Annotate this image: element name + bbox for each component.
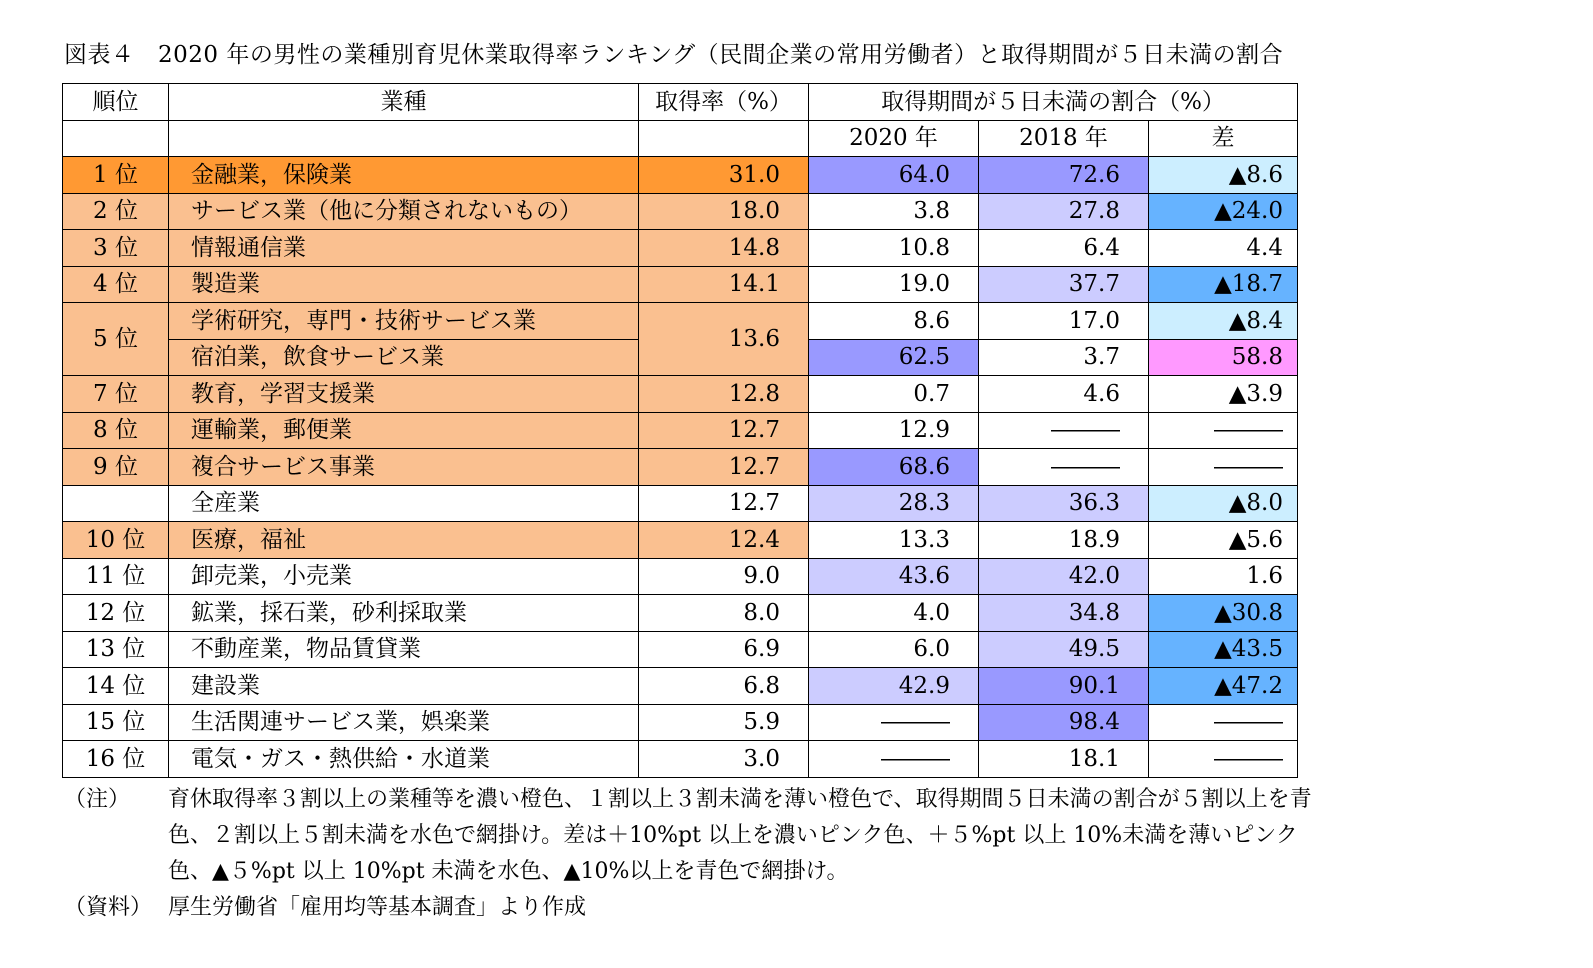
table-row	[63, 595, 1298, 632]
share-2018-cell: 36.3	[979, 485, 1149, 522]
industry-cell: 卸売業，小売業	[169, 558, 639, 595]
rate-cell: 13.6	[639, 303, 809, 376]
rate-cell: 6.9	[639, 631, 809, 668]
diff-cell: ▲5.6	[1149, 522, 1298, 559]
share-2018-cell: 49.5	[979, 631, 1149, 668]
diff-cell: ▲8.6	[1149, 157, 1298, 194]
subheader-row	[63, 120, 1298, 157]
share-2018-cell: 17.0	[979, 303, 1149, 340]
rank-cell: 8 位	[63, 412, 169, 449]
rate-cell: 3.0	[639, 741, 809, 778]
share-2018-cell: 3.7	[979, 339, 1149, 376]
table-row	[63, 412, 1298, 449]
source-text: 厚生労働省「雇用均等基本調査」より作成	[168, 895, 587, 920]
table-row	[63, 485, 1298, 522]
industry-cell: 学術研究，専門・技術サービス業	[169, 303, 639, 340]
rank-cell: 1 位	[63, 157, 169, 194]
table-row	[63, 449, 1298, 486]
share-2020-cell: 6.0	[809, 631, 979, 668]
share-2020-cell: 64.0	[809, 157, 979, 194]
diff-cell: 58.8	[1149, 339, 1298, 376]
share-2020-cell: 4.0	[809, 595, 979, 632]
ranking-table	[62, 83, 1298, 778]
diff-cell: ▲18.7	[1149, 266, 1298, 303]
industry-cell: 建設業	[169, 668, 639, 705]
diff-cell: ▲3.9	[1149, 376, 1298, 413]
header-2020: 2020 年	[809, 120, 979, 157]
share-2018-cell: ―――	[979, 449, 1149, 486]
table-row	[63, 741, 1298, 778]
table-row	[63, 157, 1298, 194]
diff-cell: ▲43.5	[1149, 631, 1298, 668]
source-label: （資料）	[64, 895, 153, 920]
share-2018-cell: 4.6	[979, 376, 1149, 413]
share-2020-cell: 13.3	[809, 522, 979, 559]
header-diff: 差	[1149, 120, 1298, 157]
share-2018-cell: ―――	[979, 412, 1149, 449]
share-2018-cell: 18.1	[979, 741, 1149, 778]
industry-cell: 鉱業，採石業，砂利採取業	[169, 595, 639, 632]
rate-cell: 14.1	[639, 266, 809, 303]
note-line: 育休取得率３割以上の業種等を濃い橙色、１割以上３割未満を薄い橙色で、取得期間５日未満の割合が５割以上を青	[168, 787, 1312, 812]
rank-cell: 11 位	[63, 558, 169, 595]
rank-cell: 14 位	[63, 668, 169, 705]
figure-title: 図表４ 2020 年の男性の業種別育児休業取得率ランキング（民間企業の常用労働者）と取得期間が５日未満の割合	[64, 42, 1284, 68]
rate-cell: 8.0	[639, 595, 809, 632]
table-row	[63, 522, 1298, 559]
rate-cell: 12.7	[639, 412, 809, 449]
rate-cell: 14.8	[639, 230, 809, 267]
industry-cell: サービス業（他に分類されないもの）	[169, 193, 639, 230]
share-2018-cell: 18.9	[979, 522, 1149, 559]
diff-cell: ▲8.0	[1149, 485, 1298, 522]
share-2020-cell: 8.6	[809, 303, 979, 340]
rank-cell: 10 位	[63, 522, 169, 559]
header-rank: 順位	[63, 84, 169, 121]
share-2020-cell: 19.0	[809, 266, 979, 303]
share-2020-cell: 3.8	[809, 193, 979, 230]
rate-cell: 6.8	[639, 668, 809, 705]
rank-cell: 7 位	[63, 376, 169, 413]
table-row	[63, 704, 1298, 741]
note-row	[64, 782, 1312, 818]
industry-cell: 製造業	[169, 266, 639, 303]
source-row	[64, 890, 1312, 926]
note-label: （注）	[64, 787, 131, 812]
subheader-empty	[63, 120, 169, 157]
note-line: 色、２割以上５割未満を水色で網掛け。差は＋10%pt 以上を濃いピンク色、＋５%pt 以上 10%未満を薄いピンク	[168, 823, 1298, 848]
industry-cell: 電気・ガス・熱供給・水道業	[169, 741, 639, 778]
rank-cell: 12 位	[63, 595, 169, 632]
table-row	[63, 376, 1298, 413]
industry-cell: 医療，福祉	[169, 522, 639, 559]
industry-cell: 不動産業，物品賃貸業	[169, 631, 639, 668]
industry-cell: 宿泊業，飲食サービス業	[169, 339, 639, 376]
table-row	[63, 193, 1298, 230]
share-2018-cell: 42.0	[979, 558, 1149, 595]
diff-cell: 1.6	[1149, 558, 1298, 595]
share-2020-cell: ―――	[809, 704, 979, 741]
industry-cell: 教育，学習支援業	[169, 376, 639, 413]
rank-cell: 15 位	[63, 704, 169, 741]
rank-cell: 16 位	[63, 741, 169, 778]
share-2018-cell: 72.6	[979, 157, 1149, 194]
share-2020-cell: 42.9	[809, 668, 979, 705]
rate-cell: 9.0	[639, 558, 809, 595]
industry-cell: 全産業	[169, 485, 639, 522]
share-2020-cell: 10.8	[809, 230, 979, 267]
share-2018-cell: 37.7	[979, 266, 1149, 303]
share-2020-cell: 0.7	[809, 376, 979, 413]
rank-cell: 2 位	[63, 193, 169, 230]
industry-cell: 生活関連サービス業，娯楽業	[169, 704, 639, 741]
share-2020-cell: 12.9	[809, 412, 979, 449]
diff-cell: ▲47.2	[1149, 668, 1298, 705]
rate-cell: 31.0	[639, 157, 809, 194]
diff-cell: ―――	[1149, 412, 1298, 449]
share-2018-cell: 27.8	[979, 193, 1149, 230]
rate-cell: 5.9	[639, 704, 809, 741]
share-2018-cell: 34.8	[979, 595, 1149, 632]
share-2020-cell: 62.5	[809, 339, 979, 376]
header-share: 取得期間が５日未満の割合（%）	[809, 84, 1298, 121]
table-row	[63, 631, 1298, 668]
header-rate: 取得率（%）	[639, 84, 809, 121]
subheader-empty	[639, 120, 809, 157]
industry-cell: 運輸業，郵便業	[169, 412, 639, 449]
share-2018-cell: 90.1	[979, 668, 1149, 705]
rank-cell	[63, 485, 169, 522]
share-2020-cell: 68.6	[809, 449, 979, 486]
industry-cell: 複合サービス事業	[169, 449, 639, 486]
rate-cell: 12.7	[639, 449, 809, 486]
rank-cell: 9 位	[63, 449, 169, 486]
rate-cell: 12.7	[639, 485, 809, 522]
industry-cell: 金融業，保険業	[169, 157, 639, 194]
header-row	[63, 84, 1298, 121]
share-2020-cell: 28.3	[809, 485, 979, 522]
share-2018-cell: 6.4	[979, 230, 1149, 267]
share-2018-cell: 98.4	[979, 704, 1149, 741]
table-row	[63, 230, 1298, 267]
table-row	[63, 266, 1298, 303]
diff-cell: ―――	[1149, 704, 1298, 741]
rank-cell: 13 位	[63, 631, 169, 668]
diff-cell: 4.4	[1149, 230, 1298, 267]
rate-cell: 18.0	[639, 193, 809, 230]
table-row	[63, 303, 1298, 340]
share-2020-cell: ―――	[809, 741, 979, 778]
table-row	[63, 668, 1298, 705]
rank-cell: 5 位	[63, 303, 169, 376]
header-2018: 2018 年	[979, 120, 1149, 157]
note-line: 色、▲５%pt 以上 10%pt 未満を水色、▲10%以上を青色で網掛け。	[168, 859, 849, 884]
rate-cell: 12.4	[639, 522, 809, 559]
subheader-empty	[169, 120, 639, 157]
diff-cell: ―――	[1149, 741, 1298, 778]
diff-cell: ▲8.4	[1149, 303, 1298, 340]
diff-cell: ―――	[1149, 449, 1298, 486]
rank-cell: 3 位	[63, 230, 169, 267]
diff-cell: ▲24.0	[1149, 193, 1298, 230]
table-row	[63, 558, 1298, 595]
industry-cell: 情報通信業	[169, 230, 639, 267]
rate-cell: 12.8	[639, 376, 809, 413]
share-2020-cell: 43.6	[809, 558, 979, 595]
diff-cell: ▲30.8	[1149, 595, 1298, 632]
header-industry: 業種	[169, 84, 639, 121]
notes-block	[64, 782, 1312, 926]
rank-cell: 4 位	[63, 266, 169, 303]
